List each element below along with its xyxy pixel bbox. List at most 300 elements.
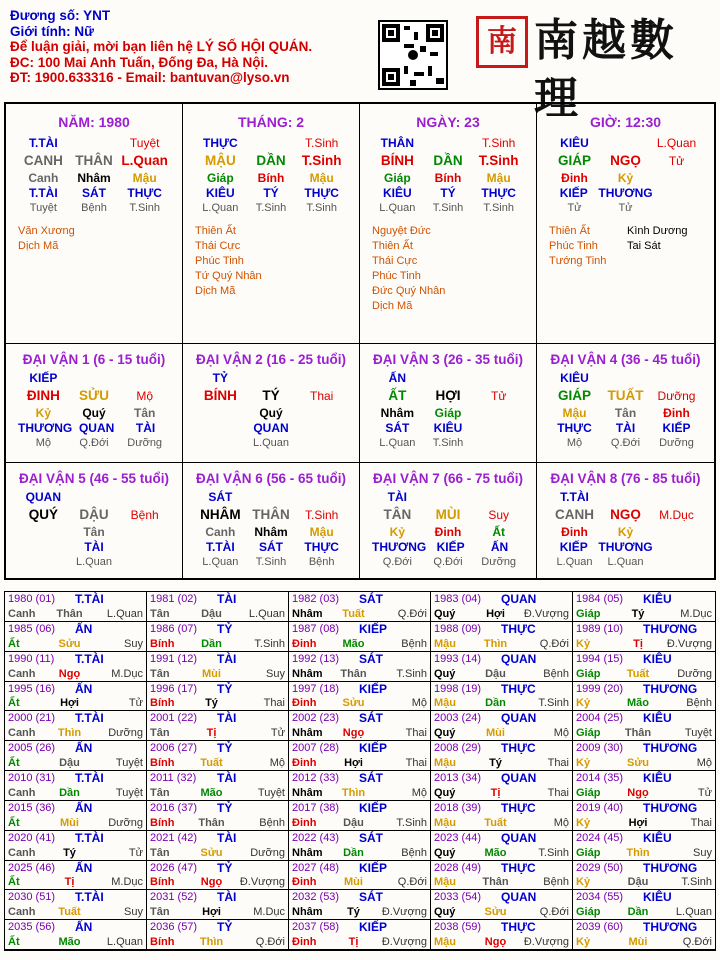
year-god: KIẾP [359,621,388,636]
year-branch: Mão [200,786,223,799]
year-stem-branch [434,697,569,709]
year-label: 2012 (33) [292,772,340,784]
year-stem-branch [8,906,143,918]
year-cell [147,771,289,801]
year-stem-branch [292,757,427,769]
year-god: TÀI [217,890,237,905]
year-branch: Mùi [486,727,505,740]
year-stage: Q.Đới [539,637,569,650]
stars-list: Văn Xương Dịch Mã [18,225,75,252]
year-cell [289,831,431,861]
year-stem-branch [576,638,712,650]
year-stem: Bính [150,757,175,769]
year-stage: M.Dục [680,607,712,620]
dai-van-2: ĐẠI VẬN 2 (16 - 25 tuổi) TỶ BÍNH TÝ Thai Quý QUAN L.Quan [183,344,360,463]
year-stage: Suy [124,637,143,650]
year-stem: Giáp [576,846,601,859]
year-cell [431,890,573,920]
year-branch: Ngọ [484,936,507,948]
year-cell [431,801,573,831]
year-cell [5,801,147,831]
year-god: ẤN [75,621,93,636]
year-stage: Đ.Vượng [523,607,569,620]
year-stem: Tân [150,607,170,620]
year-god: T.TÀI [75,890,104,905]
year-god: TỶ [217,681,233,696]
year-branch: Ngọ [627,786,649,799]
year-label: 1980 (01) [8,593,56,605]
year-label: 1989 (10) [576,622,624,635]
year-stage: Bệnh [401,846,427,859]
year-stem: Bính [150,816,175,829]
year-label: 2025 (46) [8,861,56,874]
year-god: SÁT [359,771,383,785]
year-branch: Thìn [341,786,366,799]
year-god: TỶ [217,920,233,935]
year-god: TỶ [217,800,233,815]
year-label: 2015 (36) [8,801,56,814]
year-stem-branch [292,817,427,829]
year-stem: Tân [150,906,170,919]
year-stem: Quý [434,906,456,919]
qr-code [378,20,448,90]
year-stem-branch [434,936,569,948]
year-god: THƯƠNG [643,681,698,696]
year-cell [431,652,573,682]
year-stem: Tân [150,846,170,859]
year-stage: Bệnh [543,667,569,680]
year-stem: Giáp [576,607,601,620]
dai-van-3: ĐẠI VẬN 3 (26 - 35 tuổi) ẤN ẤT HỢI Tử Nhâm Giáp SÁT KIÊU L.Quan T.Sinh [360,344,537,463]
year-cell [147,682,289,712]
year-branch: Thân [56,607,83,620]
year-branch: Mùi [344,876,363,889]
year-branch: Mão [342,637,365,650]
year-stage: Tử [128,697,143,710]
year-stage: T.Sinh [396,667,427,680]
year-stage: Q.Đới [539,906,569,919]
year-cell [5,831,147,861]
year-stem: Đinh [292,936,317,948]
year-stem: Quý [434,846,456,859]
year-stem-branch [576,817,712,829]
year-label: 2019 (40) [576,801,624,814]
year-stem: Ất [8,936,20,948]
year-god: ẤN [75,920,93,935]
year-label: 2028 (49) [434,861,482,874]
year-cell [573,652,715,682]
year-branch: Hợi [60,697,79,710]
year-label: 2021 (42) [150,831,198,844]
year-stem-branch [434,817,569,829]
chart-header [10,8,370,86]
year-cell [5,890,147,920]
year-stage: L.Quan [106,607,143,620]
year-stem: Giáp [576,727,601,740]
year-stage: Suy [266,667,285,680]
year-god: SÁT [359,830,383,845]
dai-van-8: ĐẠI VẬN 8 (76 - 85 tuổi) T.TÀI CANH NGỌ M.Dục Đinh Kỷ KIẾP THƯƠNG L.Quan L.Quan [550,471,701,568]
year-stage: Đ.Vượng [666,637,712,650]
year-branch: Tị [348,936,359,948]
year-god: T.TÀI [75,592,104,606]
year-stem-branch [8,787,143,799]
year-stem-branch [576,757,712,769]
year-cell [431,771,573,801]
year-branch: Hợi [202,906,221,919]
year-god: TÀI [217,830,237,845]
year-stem: Nhâm [292,786,323,799]
year-stem-branch [292,608,427,620]
year-branch: Dần [485,697,506,710]
dai-van-1: ĐẠI VẬN 1 (6 - 15 tuổi) KIẾP ĐINH SỬU Mộ Kỷ Quý Tân THƯƠNG QUAN TÀI Mộ Q.Đới Dưỡng [6,344,183,463]
year-stem: Nhâm [292,727,323,740]
year-label: 1987 (08) [292,622,340,635]
year-stage: Bệnh [401,637,427,650]
year-stem-branch [292,847,427,859]
year-stem-branch [8,727,143,739]
year-stem-branch [292,936,427,948]
dai-van-4: ĐẠI VẬN 4 (36 - 45 tuổi) KIÊU GIÁP TUẤT Dưỡng Mậu Tân Đinh THỰC TÀI KIẾP Mộ Q.Đới Dưỡng [537,344,714,463]
dai-van-5: ĐẠI VẬN 5 (46 - 55 tuổi) QUAN QUÝ DẬU Bệnh Tân TÀI L.Quan [6,463,183,580]
year-stem: Tân [150,727,170,740]
year-stage: Thai [405,727,427,740]
stars-list: Thiên Ất Phúc Tinh Tướng Tinh Kình Dương Tai Sát [549,225,688,267]
year-stem: Giáp [576,786,601,799]
year-god: TỶ [217,741,233,756]
year-stem: Đinh [292,697,317,710]
year-branch: Mùi [60,816,79,829]
year-branch: Dần [59,786,80,799]
year-label: 1990 (11) [8,652,55,665]
year-cell [573,622,715,652]
year-label: 2030 (51) [8,891,56,904]
year-branch: Tị [490,786,501,799]
brand-logo [476,12,712,124]
year-stem: Kỷ [576,757,591,769]
year-branch: Dần [201,637,222,650]
year-branch: Tuất [626,667,650,680]
year-god: QUAN [501,592,537,606]
year-stage: Thai [547,786,569,799]
year-god: TỶ [217,621,233,636]
year-stem-branch [8,876,143,888]
year-stage: M.Dục [111,667,143,680]
year-stem: Tân [150,786,170,799]
year-stage: Thai [690,816,712,829]
year-god: KIÊU [643,711,672,726]
year-stem-branch [576,847,712,859]
year-stem: Ất [8,816,20,829]
pillar-month: THÁNG: 2 THỰC T.Sinh MẬU DẦN T.Sinh Giáp Bính Mậu KIÊU TÝ THỰC L.Quan T.Sinh T.Sinh Thiên Ất Thái Cực Phúc Tinh Tứ Quý Nhân Dịch Mã [183,104,360,344]
year-stem: Bính [150,936,175,948]
year-god: KIÊU [643,890,672,905]
year-branch: Tị [64,876,75,889]
gender: Giới tính: Nữ [10,23,94,39]
year-stem-branch [434,608,569,620]
year-stage: Bệnh [259,816,285,829]
year-god: THƯƠNG [643,741,698,756]
year-label: 1991 (12) [150,652,198,665]
year-label: 2016 (37) [150,801,198,814]
year-stage: T.Sinh [538,846,569,859]
year-branch: Hợi [628,816,648,829]
year-cell [573,920,715,950]
stars-list: Nguyệt Đức Thiên Ất Thái Cực Phúc Tinh Đức Quý Nhân Dịch Mã [372,225,446,312]
year-stage: Dưỡng [677,667,712,680]
year-cell [5,592,147,622]
four-pillars-grid [4,102,716,580]
year-cell [573,592,715,622]
year-cell [431,920,573,950]
year-cell [573,861,715,891]
year-stem: Mậu [434,637,456,650]
year-stage: Thai [547,757,569,769]
year-god: SÁT [359,592,383,606]
year-label: 2001 (22) [150,712,198,725]
year-stem: Đinh [292,816,317,829]
year-stage: Đ.Vượng [523,936,569,948]
year-label: 2002 (23) [292,712,340,725]
year-cell [431,831,573,861]
year-stem-branch [576,787,712,799]
year-branch: Sửu [200,846,223,859]
year-label: 1996 (17) [150,682,198,695]
year-cell [289,622,431,652]
year-stem: Mậu [434,876,456,889]
year-stage: T.Sinh [681,876,712,889]
year-stem-branch [150,727,285,739]
year-cell [289,741,431,771]
year-cell [431,711,573,741]
year-stage: Suy [693,846,712,859]
year-stage: Bệnh [686,697,712,710]
year-god: SÁT [359,651,383,666]
year-god: KIẾP [359,860,388,875]
year-label: 2000 (21) [8,712,56,725]
year-stem: Nhâm [292,846,323,859]
year-stem-branch [8,697,143,709]
year-stem: Bính [150,876,175,889]
year-label: 2023 (44) [434,831,482,844]
year-label: 2022 (43) [292,831,340,844]
year-stage: T.Sinh [396,816,427,829]
year-god: TÀI [217,651,237,666]
year-stem: Mậu [434,757,456,769]
year-stem-branch [576,608,712,620]
year-stem: Canh [8,667,36,680]
year-stem-branch [8,668,143,680]
year-branch: Dần [627,906,649,919]
year-branch: Dậu [343,816,364,829]
year-branch: Tuất [342,607,365,620]
year-stem: Mậu [434,697,456,710]
pillar-day: NGÀY: 23 THÂN T.Sinh BÍNH DẦN T.Sinh Giáp Bính Mậu KIÊU TÝ THỰC L.Quan T.Sinh T.Sinh Nguyệt Đức Thiên Ất Thái Cực Phúc Tinh Đức Quý Nhân Dịch Mã [360,104,537,344]
year-stage: Q.Đới [255,936,285,948]
year-stage: Q.Đới [397,607,427,620]
year-stem: Mậu [434,816,456,829]
year-stem-branch [150,757,285,769]
year-god: THỰC [501,621,536,636]
year-branch: Tý [489,757,502,769]
year-cell [147,622,289,652]
year-label: 2029 (50) [576,861,624,874]
year-label: 2038 (59) [434,921,482,934]
year-branch: Thìn [199,936,224,948]
year-stem-branch [150,787,285,799]
year-stem-branch [292,906,427,918]
year-god: ẤN [75,860,93,875]
year-cell [431,592,573,622]
year-branch: Thìn [483,637,508,650]
year-stage: Đ.Vượng [239,876,285,889]
year-god: KIÊU [643,592,672,606]
year-god: THỰC [501,920,536,935]
year-cell [289,861,431,891]
year-stem: Ất [8,637,20,650]
year-label: 2006 (27) [150,742,198,755]
year-god: KIÊU [643,771,672,785]
year-branch: Dậu [627,876,649,889]
pillar-year: NĂM: 1980 T.TÀI Tuyệt CANH THÂN L.Quan Canh Nhâm Mậu T.TÀI SÁT THỰC Tuyệt Bệnh T.Sinh Văn Xương Dịch Mã [6,104,183,344]
year-stem-branch [576,727,712,739]
year-stem-branch [434,876,569,888]
year-label: 2020 (41) [8,831,56,844]
year-stem: Kỷ [576,936,591,948]
year-stage: T.Sinh [254,637,285,650]
year-branch: Tý [205,697,218,710]
year-cell [289,771,431,801]
address-line: ĐC: 100 Mai Anh Tuấn, Đống Đa, Hà Nội. [10,54,269,70]
year-label: 2003 (24) [434,712,482,725]
year-god: KIẾP [359,681,388,696]
year-cell [147,711,289,741]
year-stem: Bính [150,697,175,710]
year-label: 2031 (52) [150,891,198,904]
year-stage: Mộ [553,727,569,740]
year-stem: Quý [434,786,456,799]
year-cell [5,741,147,771]
year-god: THƯƠNG [643,800,698,815]
year-stage: Đ.Vượng [381,906,427,919]
year-stem: Quý [434,607,456,620]
year-god: QUAN [501,651,537,666]
year-cell [431,682,573,712]
year-god: THỰC [501,800,536,815]
year-god: TÀI [217,771,237,785]
year-label: 2032 (53) [292,891,340,904]
year-cell [573,890,715,920]
year-label: 1992 (13) [292,652,340,665]
year-stage: Mộ [411,786,427,799]
year-cell [289,801,431,831]
year-stage: Q.Đới [682,936,712,948]
year-cell [573,831,715,861]
year-cell [5,711,147,741]
year-god: KIẾP [359,741,388,756]
year-stem: Tân [150,667,170,680]
year-cell [5,622,147,652]
year-stem: Đinh [292,637,317,650]
year-label: 2035 (56) [8,921,56,934]
year-stem: Canh [8,607,36,620]
year-branch: Tị [633,637,643,650]
year-stem-branch [150,608,285,620]
year-stage: Dưỡng [108,727,143,740]
year-god: QUAN [501,771,537,785]
year-label: 1982 (03) [292,593,340,605]
year-stem-branch [292,727,427,739]
year-branch: Dậu [485,667,506,680]
year-god: KIÊU [643,830,672,845]
year-branch: Hợi [486,607,505,620]
year-stem: Đinh [292,876,317,889]
year-branch: Hợi [344,757,363,769]
year-stem-branch [150,638,285,650]
year-branch: Thìn [57,727,82,740]
year-stem: Kỷ [576,876,591,889]
year-label: 2027 (48) [292,861,340,874]
year-label: 2011 (32) [150,772,197,784]
year-label: 1995 (16) [8,682,56,695]
year-stem-branch [292,787,427,799]
year-cell [573,711,715,741]
phone-email-line: ĐT: 1900.633316 - Email: bantuvan@lyso.vn [10,70,290,85]
year-stem: Quý [434,667,456,680]
year-branch: Mùi [628,936,648,948]
year-stem-branch [8,608,143,620]
year-cell [289,920,431,950]
year-god: SÁT [359,890,383,905]
year-branch: Mão [484,846,507,859]
year-cell [573,682,715,712]
year-stem: Canh [8,846,36,859]
year-stem-branch [434,757,569,769]
dai-van-7: ĐẠI VẬN 7 (66 - 75 tuổi) TÀI TÂN MÙI Suy Kỷ Đinh Ất THƯƠNG KIẾP ẤN Q.Đới Q.Đới Dưỡng [360,463,537,580]
year-stem-branch [434,668,569,680]
year-stage: Tử [128,846,143,859]
year-stem: Mậu [434,936,456,948]
year-stage: Dưỡng [108,816,143,829]
year-god: T.TÀI [75,651,104,666]
pillar-hour: GIỜ: 12:30 KIÊU L.Quan GIÁP NGỌ Tử Đinh Kỷ KIẾP THƯƠNG Tử Tử Thiên Ất Phúc Tinh Tướng Tinh Kình Dương Tai Sát [537,104,714,344]
year-stem-branch [150,697,285,709]
year-cell [289,682,431,712]
year-god: KIÊU [643,651,672,666]
year-stage: Mộ [269,757,285,769]
year-stem-branch [434,787,569,799]
year-god: T.TÀI [75,830,104,845]
year-label: 1997 (18) [292,682,340,695]
year-label: 1998 (19) [434,682,482,695]
year-cell [5,861,147,891]
year-cell [289,652,431,682]
year-stage: Tuyệt [115,757,143,769]
year-branch: Sửu [58,637,81,650]
year-label: 2033 (54) [434,891,482,904]
year-branch: Ngọ [342,727,365,740]
year-stem-branch [150,817,285,829]
year-label: 2017 (38) [292,801,340,814]
year-god: QUAN [501,830,537,845]
year-god: KIẾP [359,800,388,815]
year-stem-branch [150,936,285,948]
year-branch: Tị [206,727,217,740]
year-stem: Giáp [576,667,601,680]
year-god: SÁT [359,711,383,726]
year-label: 2008 (29) [434,742,482,755]
year-stem-branch [576,697,712,709]
